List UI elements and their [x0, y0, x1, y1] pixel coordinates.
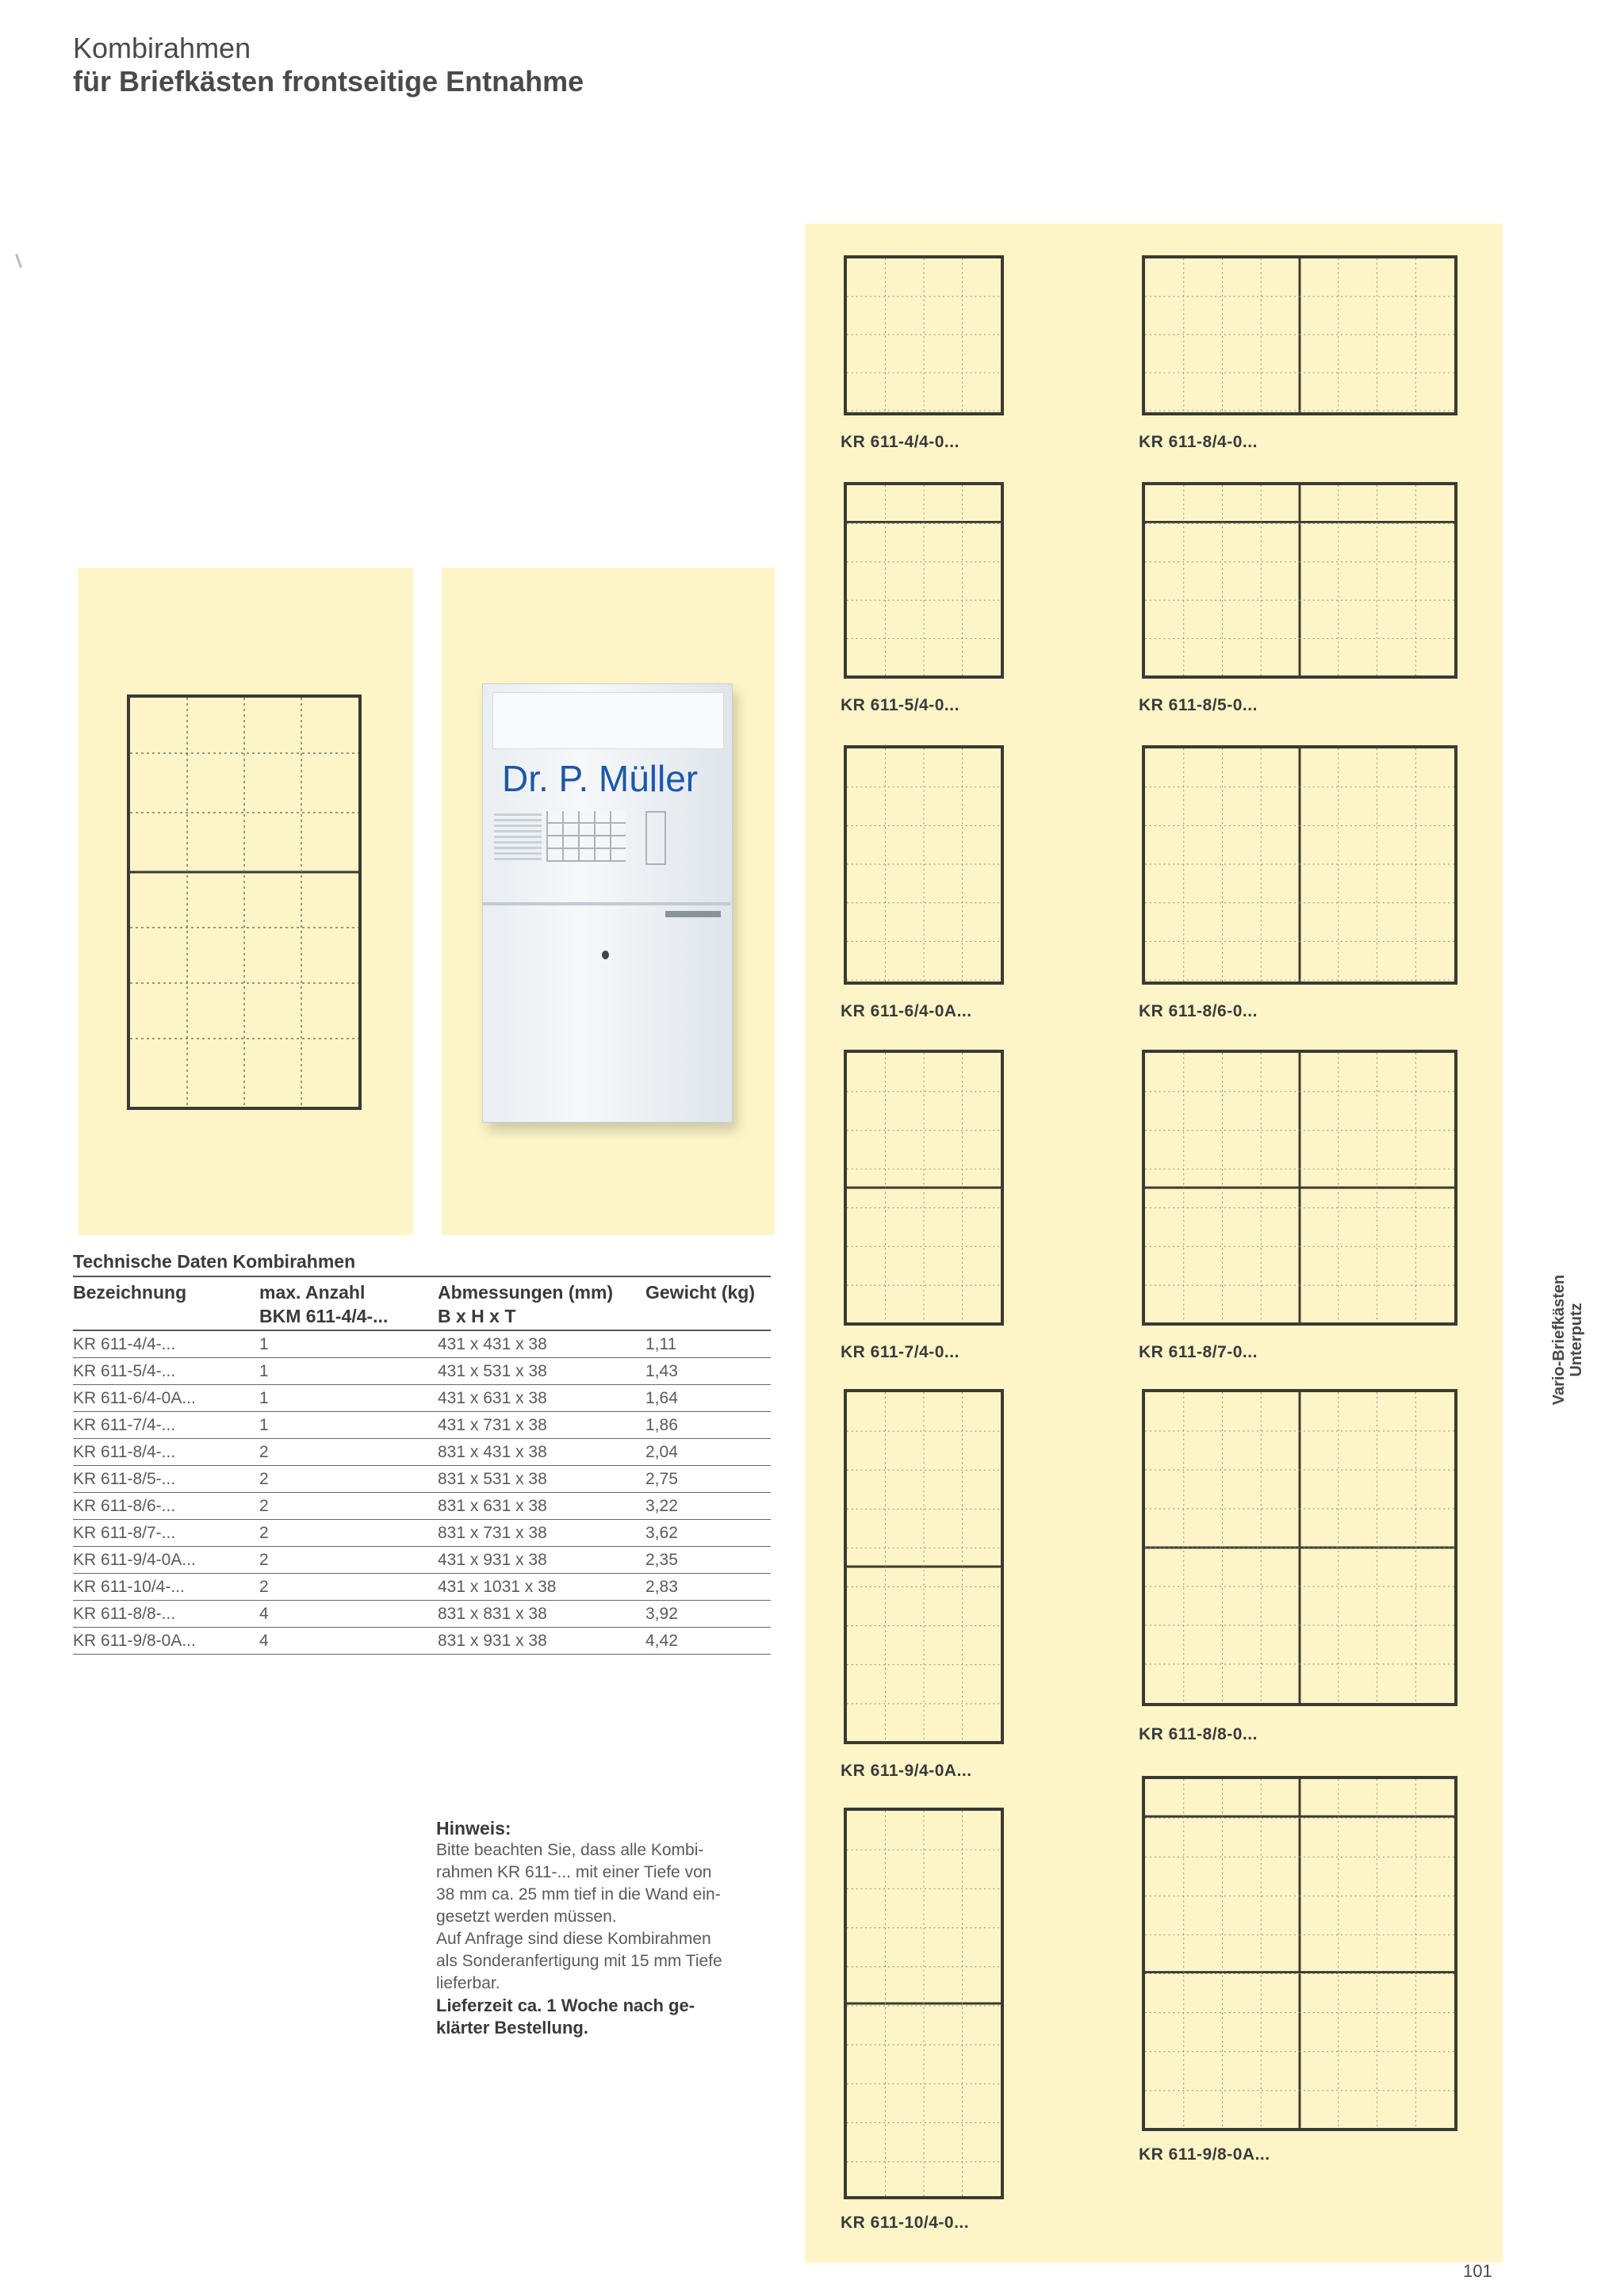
hint-line: gesetzt werden müssen. — [436, 1908, 617, 1926]
frame-label: KR 611-10/4-0... — [841, 2214, 970, 2232]
table-cell: 2 — [259, 1497, 269, 1515]
table-cell: KR 611-4/4-... — [73, 1335, 176, 1353]
table-cell: 2 — [259, 1470, 269, 1488]
table-cell: KR 611-8/8-... — [73, 1605, 176, 1623]
page-title — [73, 32, 584, 98]
hint-bold-line: klärter Bestellung. — [436, 2018, 588, 2038]
frame-label: KR 611-8/5-0... — [1139, 696, 1258, 714]
table-cell: 431 x 731 x 38 — [438, 1416, 547, 1434]
header-max-anzahl-line2: BKM 611-4/4-... — [259, 1306, 389, 1326]
frame-drawing-large — [127, 695, 362, 1110]
table-header-row — [73, 1277, 771, 1331]
table-cell: 2 — [259, 1551, 269, 1569]
hint-heading: Hinweis: — [436, 1818, 511, 1839]
frame-drawing — [1142, 482, 1457, 679]
table-body — [73, 1331, 771, 1655]
bell-button-panel — [546, 811, 626, 862]
frame-label: KR 611-9/8-0A... — [1139, 2145, 1270, 2164]
table-cell: 2,75 — [645, 1470, 678, 1488]
table-cell: 1 — [259, 1416, 269, 1434]
frame-label: KR 611-8/4-0... — [1139, 433, 1258, 451]
header-gewicht: Gewicht (kg) — [645, 1282, 756, 1303]
table-cell: KR 611-8/6-... — [73, 1497, 176, 1515]
side-label-line1: Vario-Briefkästen — [1550, 1274, 1568, 1406]
frame-drawing — [844, 482, 1004, 679]
frame-drawing — [1142, 1050, 1457, 1326]
table-cell: KR 611-9/4-0A... — [73, 1551, 196, 1569]
frame-label: KR 611-9/4-0A... — [841, 1762, 972, 1780]
table-cell: 431 x 531 x 38 — [438, 1362, 547, 1380]
scan-speck — [15, 254, 22, 268]
table-cell: KR 611-8/5-... — [73, 1470, 176, 1488]
hint-line: rahmen KR 611-... mit einer Tiefe von — [436, 1863, 712, 1881]
table-cell: KR 611-5/4-... — [73, 1362, 176, 1380]
frame-drawing — [1142, 255, 1457, 415]
table-row — [73, 1493, 771, 1520]
table-cell: 431 x 931 x 38 — [438, 1551, 547, 1569]
mailbox-top-flap — [492, 692, 724, 749]
table-row — [73, 1331, 771, 1358]
table-cell: 431 x 1031 x 38 — [438, 1578, 557, 1596]
table-cell: 3,62 — [645, 1524, 678, 1542]
table-cell: 4 — [259, 1605, 269, 1623]
side-section-label — [1550, 1245, 1606, 1435]
frame-label: KR 611-8/7-0... — [1139, 1343, 1258, 1361]
table-cell: KR 611-9/8-0A... — [73, 1632, 196, 1650]
frame-label: KR 611-5/4-0... — [841, 696, 959, 714]
table-cell: KR 611-8/7-... — [73, 1524, 176, 1542]
table-cell: 2 — [259, 1578, 269, 1596]
table-cell: 831 x 631 x 38 — [438, 1497, 547, 1515]
table-cell: 1,43 — [645, 1362, 678, 1380]
header-max-anzahl-line1: max. Anzahl — [259, 1282, 366, 1303]
table-cell: 4,42 — [645, 1632, 678, 1650]
table-cell: 1,64 — [645, 1389, 678, 1407]
table-caption: Technische Daten Kombirahmen — [73, 1251, 771, 1277]
table-cell: KR 611-7/4-... — [73, 1416, 176, 1434]
frame-label: KR 611-7/4-0... — [841, 1343, 959, 1361]
header-abmessungen-line1: Abmessungen (mm) — [438, 1282, 614, 1303]
hint-line: Auf Anfrage sind diese Kombirahmen — [436, 1930, 711, 1948]
table-cell: 1 — [259, 1362, 269, 1380]
frame-drawing — [1142, 1776, 1457, 2131]
light-switch — [645, 811, 666, 865]
header-max-anzahl — [259, 1280, 438, 1328]
hint-line: Bitte beachten Sie, dass alle Kombi- — [436, 1841, 704, 1859]
table-cell: 1,86 — [645, 1416, 678, 1434]
mailbox-photo — [482, 683, 733, 1123]
mailbox-divider — [483, 902, 730, 905]
table-cell: 2 — [259, 1524, 269, 1542]
table-row — [73, 1358, 771, 1385]
table-cell: KR 611-8/4-... — [73, 1443, 176, 1461]
tech-data-table — [73, 1251, 771, 1655]
table-cell: 1 — [259, 1335, 269, 1353]
frame-label: KR 611-4/4-0... — [841, 433, 959, 451]
table-row — [73, 1601, 771, 1628]
title-line-2: für Briefkästen frontseitige Entnahme — [73, 65, 584, 98]
header-abmessungen-line2: B x H x T — [438, 1306, 516, 1326]
table-cell: 2,35 — [645, 1551, 678, 1569]
table-row — [73, 1628, 771, 1655]
table-row — [73, 1574, 771, 1601]
header-bezeichnung: Bezeichnung — [73, 1282, 187, 1303]
table-row — [73, 1412, 771, 1439]
table-cell: 1 — [259, 1389, 269, 1407]
keyhole-icon — [602, 951, 609, 959]
hint-block — [436, 1817, 769, 2039]
table-cell: 431 x 431 x 38 — [438, 1335, 547, 1353]
table-row — [73, 1520, 771, 1547]
table-cell: 3,92 — [645, 1605, 678, 1623]
table-row — [73, 1385, 771, 1412]
table-row — [73, 1466, 771, 1493]
table-row — [73, 1547, 771, 1574]
frame-drawing — [844, 1389, 1004, 1744]
table-cell: 3,22 — [645, 1497, 678, 1515]
table-row — [73, 1439, 771, 1466]
frame-drawing — [1142, 1389, 1457, 1706]
table-cell: KR 611-6/4-0A... — [73, 1389, 196, 1407]
table-cell: 431 x 631 x 38 — [438, 1389, 547, 1407]
frame-drawing — [1142, 745, 1457, 985]
table-cell: KR 611-10/4-... — [73, 1578, 185, 1596]
speaker-grille — [494, 813, 542, 860]
header-abmessungen — [438, 1280, 645, 1328]
table-cell: 831 x 831 x 38 — [438, 1605, 547, 1623]
mail-slot — [665, 911, 721, 917]
table-cell: 1,11 — [645, 1335, 677, 1353]
side-label-line2: Unterputz — [1568, 1303, 1585, 1377]
frame-drawing — [844, 1050, 1004, 1326]
hint-line: lieferbar. — [436, 1974, 500, 1992]
hint-line: als Sonderanfertigung mit 15 mm Tiefe — [436, 1952, 722, 1970]
table-cell: 4 — [259, 1632, 269, 1650]
hint-line: 38 mm ca. 25 mm tief in die Wand ein- — [436, 1885, 721, 1904]
table-cell: 831 x 531 x 38 — [438, 1470, 547, 1488]
title-line-1: Kombirahmen — [73, 32, 251, 64]
frame-drawing — [844, 1808, 1004, 2199]
hint-bold-line: Lieferzeit ca. 1 Woche nach ge- — [436, 1996, 695, 2015]
table-cell: 831 x 731 x 38 — [438, 1524, 547, 1542]
frame-label: KR 611-8/8-0... — [1139, 1725, 1258, 1743]
table-cell: 2 — [259, 1443, 269, 1461]
frame-label: KR 611-6/4-0A... — [841, 1002, 972, 1020]
table-cell: 831 x 431 x 38 — [438, 1443, 547, 1461]
frame-drawing — [844, 745, 1004, 985]
table-cell: 831 x 931 x 38 — [438, 1632, 547, 1650]
table-cell: 2,04 — [645, 1443, 678, 1461]
nameplate-text: Dr. P. Müller — [502, 758, 699, 799]
table-cell: 2,83 — [645, 1578, 678, 1596]
page-number: 101 — [1463, 2261, 1492, 2281]
frame-label: KR 611-8/6-0... — [1139, 1002, 1258, 1020]
frame-drawing — [844, 255, 1004, 415]
